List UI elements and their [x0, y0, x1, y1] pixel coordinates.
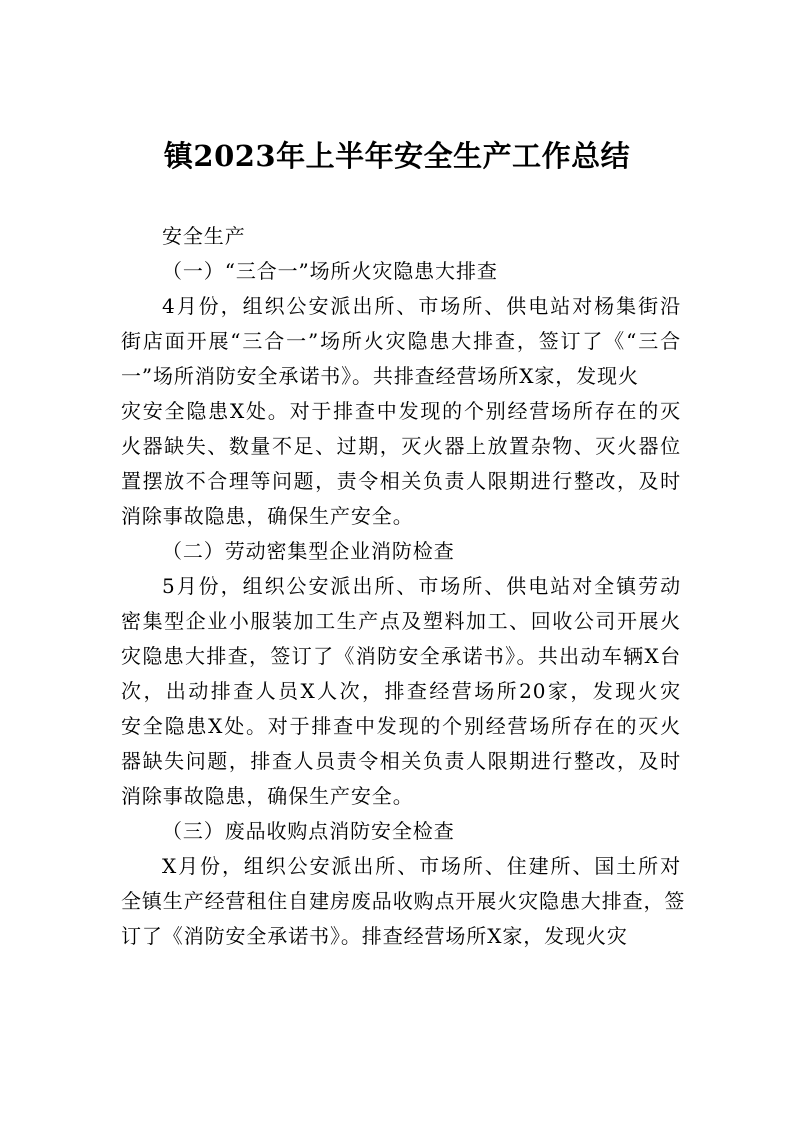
- paragraph-1-line-4: 灾安全隐患X处。对于排查中发现的个别经营场所存在的灭: [121, 399, 681, 423]
- subsection-heading-3: （三）废品收购点消防安全检查: [162, 819, 455, 843]
- paragraph-2-line-4: 次，出动排查人员X人次，排查经营场所20家，发现火灾: [121, 679, 681, 703]
- paragraph-2-line-7: 消除事故隐患，确保生产安全。: [121, 784, 414, 808]
- paragraph-2-line-6: 器缺失问题，排查人员责令相关负责人限期进行整改，及时: [121, 749, 681, 773]
- paragraph-3-line-2: 全镇生产经营租住自建房废品收购点开展火灾隐患大排查，签: [121, 889, 686, 913]
- paragraph-1-line-7: 消除事故隐患，确保生产安全。: [121, 504, 414, 528]
- paragraph-1-line-5: 火器缺失、数量不足、过期，灭火器上放置杂物、灭火器位: [121, 434, 681, 458]
- paragraph-2-line-2: 密集型企业小服装加工生产点及塑料加工、回收公司开展火: [121, 609, 681, 633]
- paragraph-1-line-3: 一”场所消防安全承诺书》。共排查经营场所X家，发现火: [121, 364, 639, 388]
- document-title: 镇2023年上半年安全生产工作总结: [163, 139, 631, 173]
- section-heading: 安全生产: [162, 224, 246, 248]
- paragraph-1-line-2: 街店面开展“三合一”场所火灾隐患大排查，签订了《“三合: [121, 329, 681, 353]
- paragraph-1-line-1: 4月份，组织公安派出所、市场所、供电站对杨集街沿: [162, 294, 681, 318]
- paragraph-2-line-5: 安全隐患X处。对于排查中发现的个别经营场所存在的灭火: [121, 714, 681, 738]
- paragraph-2-line-1: 5月份，组织公安派出所、市场所、供电站对全镇劳动: [162, 574, 681, 598]
- paragraph-1-line-6: 置摆放不合理等问题，责令相关负责人限期进行整改，及时: [121, 469, 681, 493]
- subsection-heading-2: （二）劳动密集型企业消防检查: [162, 539, 455, 563]
- paragraph-3-line-3: 订了《消防安全承诺书》。排查经营场所X家，发现火灾: [121, 924, 628, 948]
- subsection-heading-1: （一）“三合一”场所火灾隐患大排查: [162, 259, 498, 283]
- paragraph-3-line-1: X月份，组织公安派出所、市场所、住建所、国土所对: [162, 854, 681, 878]
- paragraph-2-line-3: 灾隐患大排查，签订了《消防安全承诺书》。共出动车辆X台: [121, 644, 681, 668]
